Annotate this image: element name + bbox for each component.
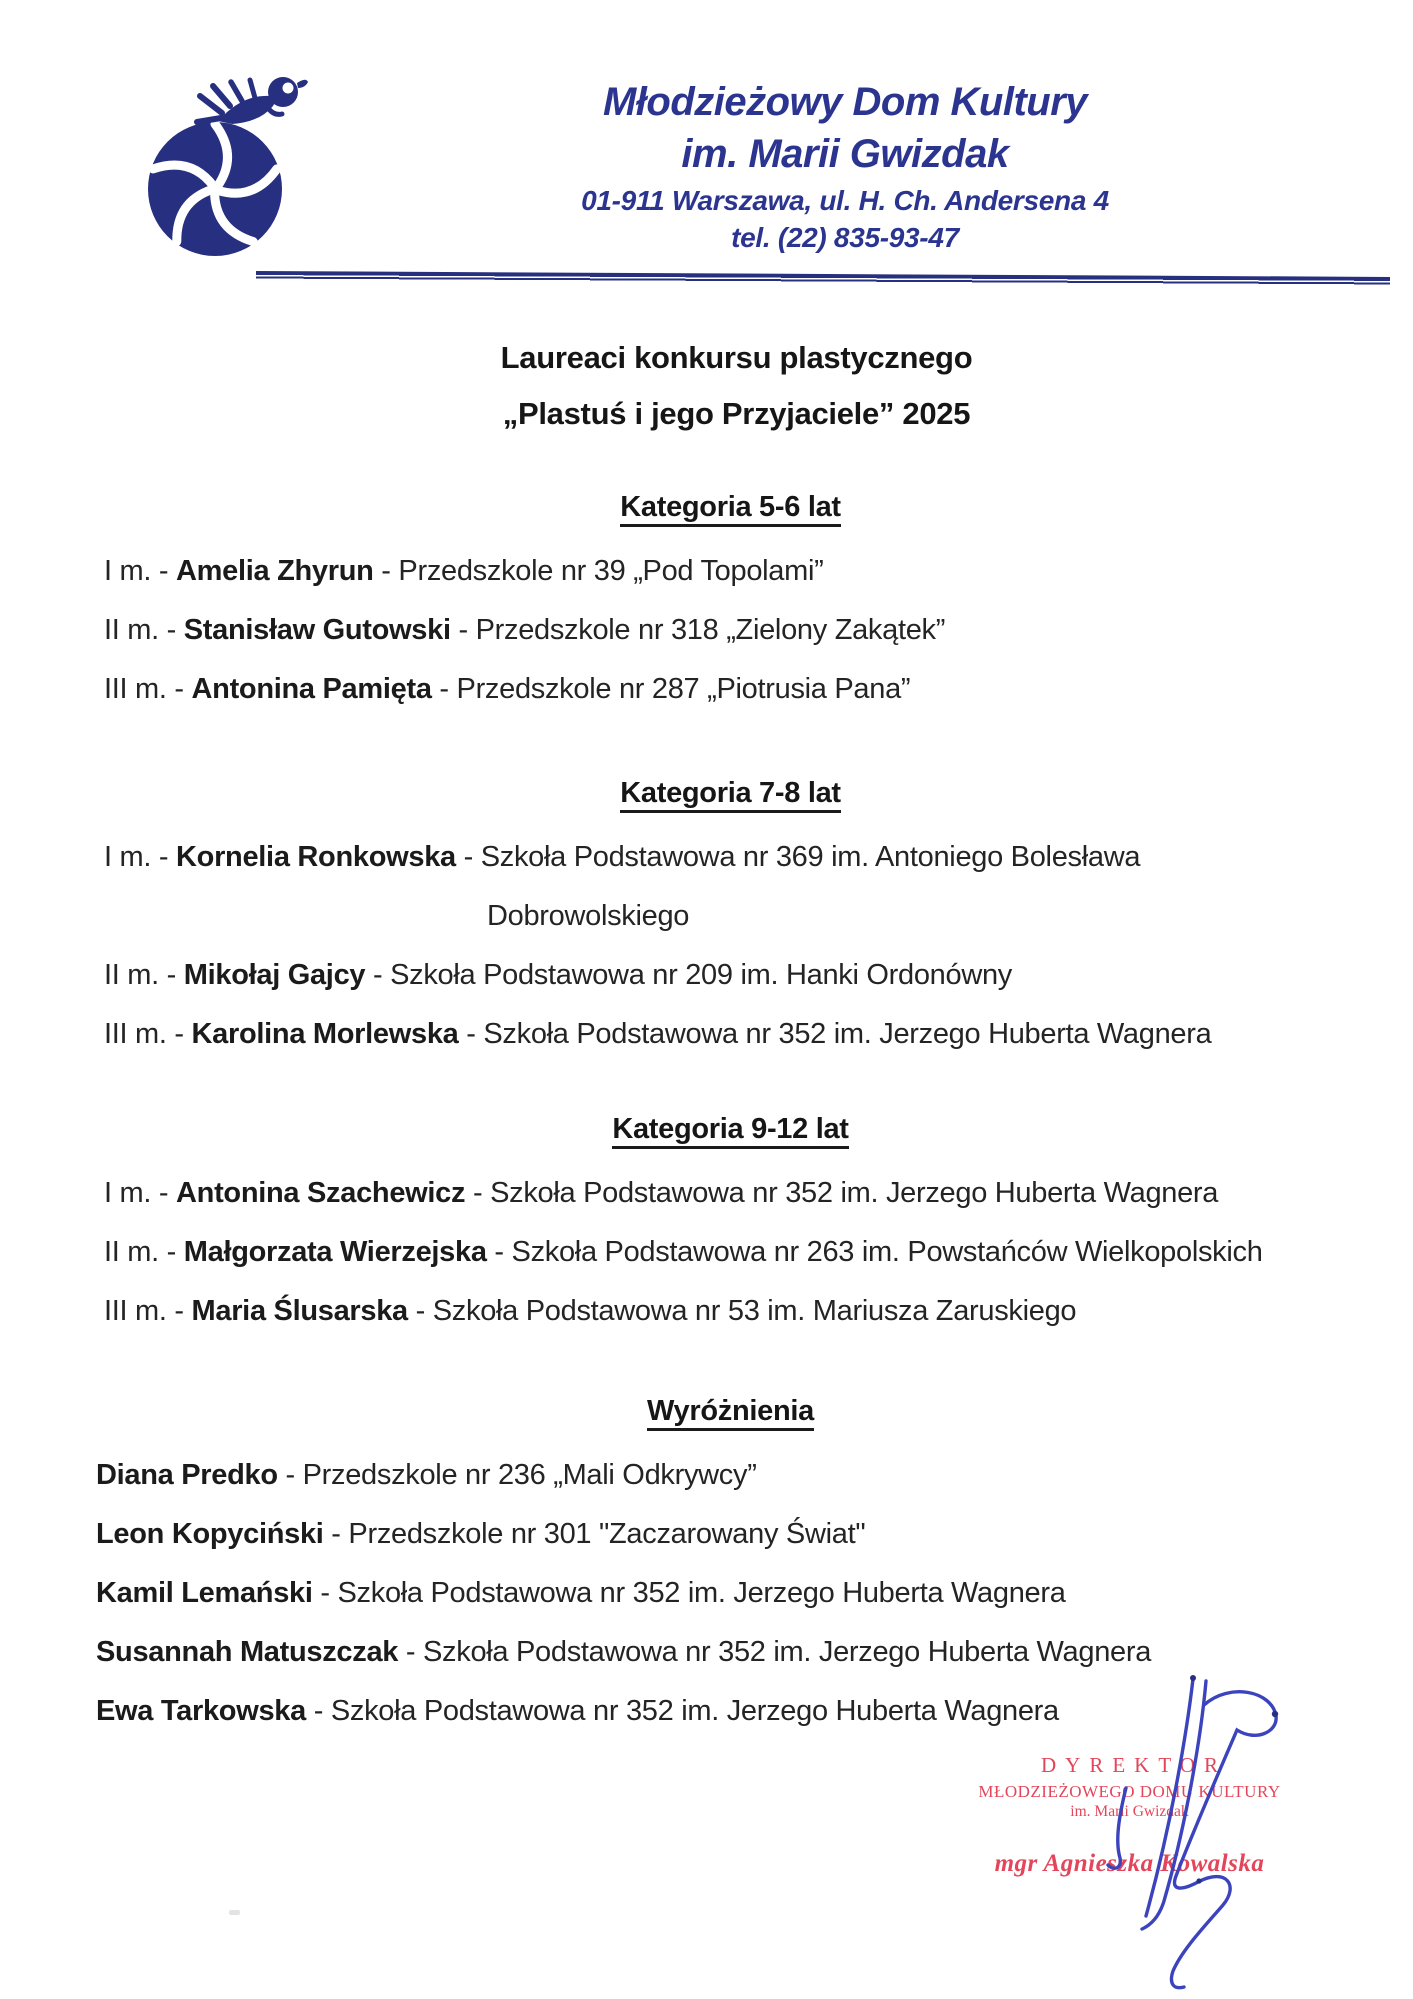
school-label: - Szkoła Podstawowa nr 352 im. Jerzego Huberta Wagnera <box>465 1177 1219 1209</box>
school-label: - Szkoła Podstawowa nr 209 im. Hanki Ordonówny <box>365 959 1012 991</box>
school-label: - Przedszkole nr 287 „Piotrusia Pana” <box>431 673 911 705</box>
school-label: - Przedszkole nr 39 „Pod Topolami” <box>373 555 824 587</box>
yarn-ball-bird-logo-icon <box>118 56 323 271</box>
stamp-signer-name: mgr Agnieszka Kowalska <box>994 1850 1265 1877</box>
winner-list <box>0 828 1413 1064</box>
winner-name: Kornelia Ronkowska <box>176 841 456 873</box>
org-name-line2: im. Marii Gwizdak <box>681 132 1009 176</box>
section-kategoria-5-6 <box>0 490 1413 719</box>
document-title <box>0 330 1413 442</box>
place-label: I m. - <box>104 841 177 873</box>
place-label: II m. - <box>104 614 184 646</box>
school-continuation: Dobrowolskiego <box>487 900 690 932</box>
org-phone: tel. (22) 835-93-47 <box>731 222 959 253</box>
letterhead-divider <box>256 271 1390 285</box>
school-label: - Szkoła Podstawowa nr 352 im. Jerzego Huberta Wagnera <box>312 1577 1066 1609</box>
place-label: II m. - <box>104 959 184 991</box>
winner-name: Kamil Lemański <box>96 1577 313 1609</box>
place-label: I m. - <box>104 555 177 587</box>
org-address: 01-911 Warszawa, ul. H. Ch. Andersena 4 <box>581 185 1109 216</box>
winner-row <box>104 542 1413 601</box>
title-line2: „Plastuś i jego Przyjaciele” 2025 <box>502 396 971 431</box>
title-line1: Laureaci konkursu plastycznego <box>500 340 973 375</box>
winner-row <box>104 828 1413 887</box>
handwritten-signature-icon <box>1072 1664 1307 1999</box>
winner-row <box>104 946 1413 1005</box>
winner-name: Maria Ślusarska <box>191 1295 408 1327</box>
school-label: - Przedszkole nr 301 "Zaczarowany Świat" <box>323 1518 866 1550</box>
winner-name: Mikołaj Gajcy <box>183 959 366 991</box>
winner-name: Amelia Zhyrun <box>176 555 374 587</box>
stamp-role: DYREKTOR <box>1041 1753 1227 1777</box>
section-heading: Kategoria 9-12 lat <box>0 1112 1413 1146</box>
letterhead <box>530 76 1160 256</box>
winner-name: Antonina Szachewicz <box>176 1177 466 1209</box>
school-label: - Szkoła Podstawowa nr 352 im. Jerzego Huberta Wagnera <box>458 1018 1212 1050</box>
stamp-org-line2: im. Marii Gwizdak <box>1070 1803 1189 1820</box>
winner-name: Stanisław Gutowski <box>183 614 451 646</box>
winner-row <box>104 660 1413 719</box>
winner-row <box>96 1446 1413 1505</box>
winner-list <box>0 542 1413 719</box>
winner-row <box>104 1223 1413 1282</box>
scan-artifact <box>229 1910 240 1915</box>
winner-list <box>0 1164 1413 1341</box>
section-heading: Kategoria 7-8 lat <box>0 776 1413 810</box>
section-heading: Kategoria 5-6 lat <box>0 490 1413 524</box>
winner-row <box>104 1005 1413 1064</box>
winner-row <box>104 601 1413 660</box>
winner-name: Leon Kopyciński <box>96 1518 324 1550</box>
winner-name: Susannah Matuszczak <box>96 1636 399 1668</box>
school-label: - Szkoła Podstawowa nr 352 im. Jerzego Huberta Wagnera <box>398 1636 1152 1668</box>
winner-row <box>104 1282 1413 1341</box>
place-label: III m. - <box>104 1018 192 1050</box>
place-label: III m. - <box>104 1295 192 1327</box>
section-heading: Wyróżnienia <box>0 1394 1413 1428</box>
school-label: - Przedszkole nr 318 „Zielony Zakątek” <box>450 614 946 646</box>
winner-name: Antonina Pamięta <box>191 673 432 705</box>
place-label: II m. - <box>104 1236 184 1268</box>
school-label: - Szkoła Podstawowa nr 369 im. Antoniego Bolesława <box>455 841 1141 873</box>
winner-row <box>96 1505 1413 1564</box>
winner-name: Karolina Morlewska <box>191 1018 459 1050</box>
school-label: - Szkoła Podstawowa nr 263 im. Powstańców Wielkopolskich <box>486 1236 1263 1268</box>
section-kategoria-7-8 <box>0 776 1413 1064</box>
place-label: III m. - <box>104 673 192 705</box>
winner-name: Małgorzata Wierzejska <box>183 1236 487 1268</box>
school-label: - Szkoła Podstawowa nr 352 im. Jerzego Huberta Wagnera <box>305 1695 1059 1727</box>
org-name-line1: Młodzieżowy Dom Kultury <box>602 80 1088 124</box>
winner-row <box>104 1164 1413 1223</box>
place-label: I m. - <box>104 1177 177 1209</box>
school-label: - Szkoła Podstawowa nr 53 im. Mariusza Zaruskiego <box>407 1295 1077 1327</box>
section-kategoria-9-12 <box>0 1112 1413 1341</box>
stamp-org-line1: MŁODZIEŻOWEGO DOMU KULTURY <box>978 1782 1281 1801</box>
winner-name: Ewa Tarkowska <box>96 1695 306 1727</box>
winner-name: Diana Predko <box>96 1459 278 1491</box>
winner-row <box>96 1564 1413 1623</box>
school-label: - Przedszkole nr 236 „Mali Odkrywcy” <box>277 1459 757 1491</box>
